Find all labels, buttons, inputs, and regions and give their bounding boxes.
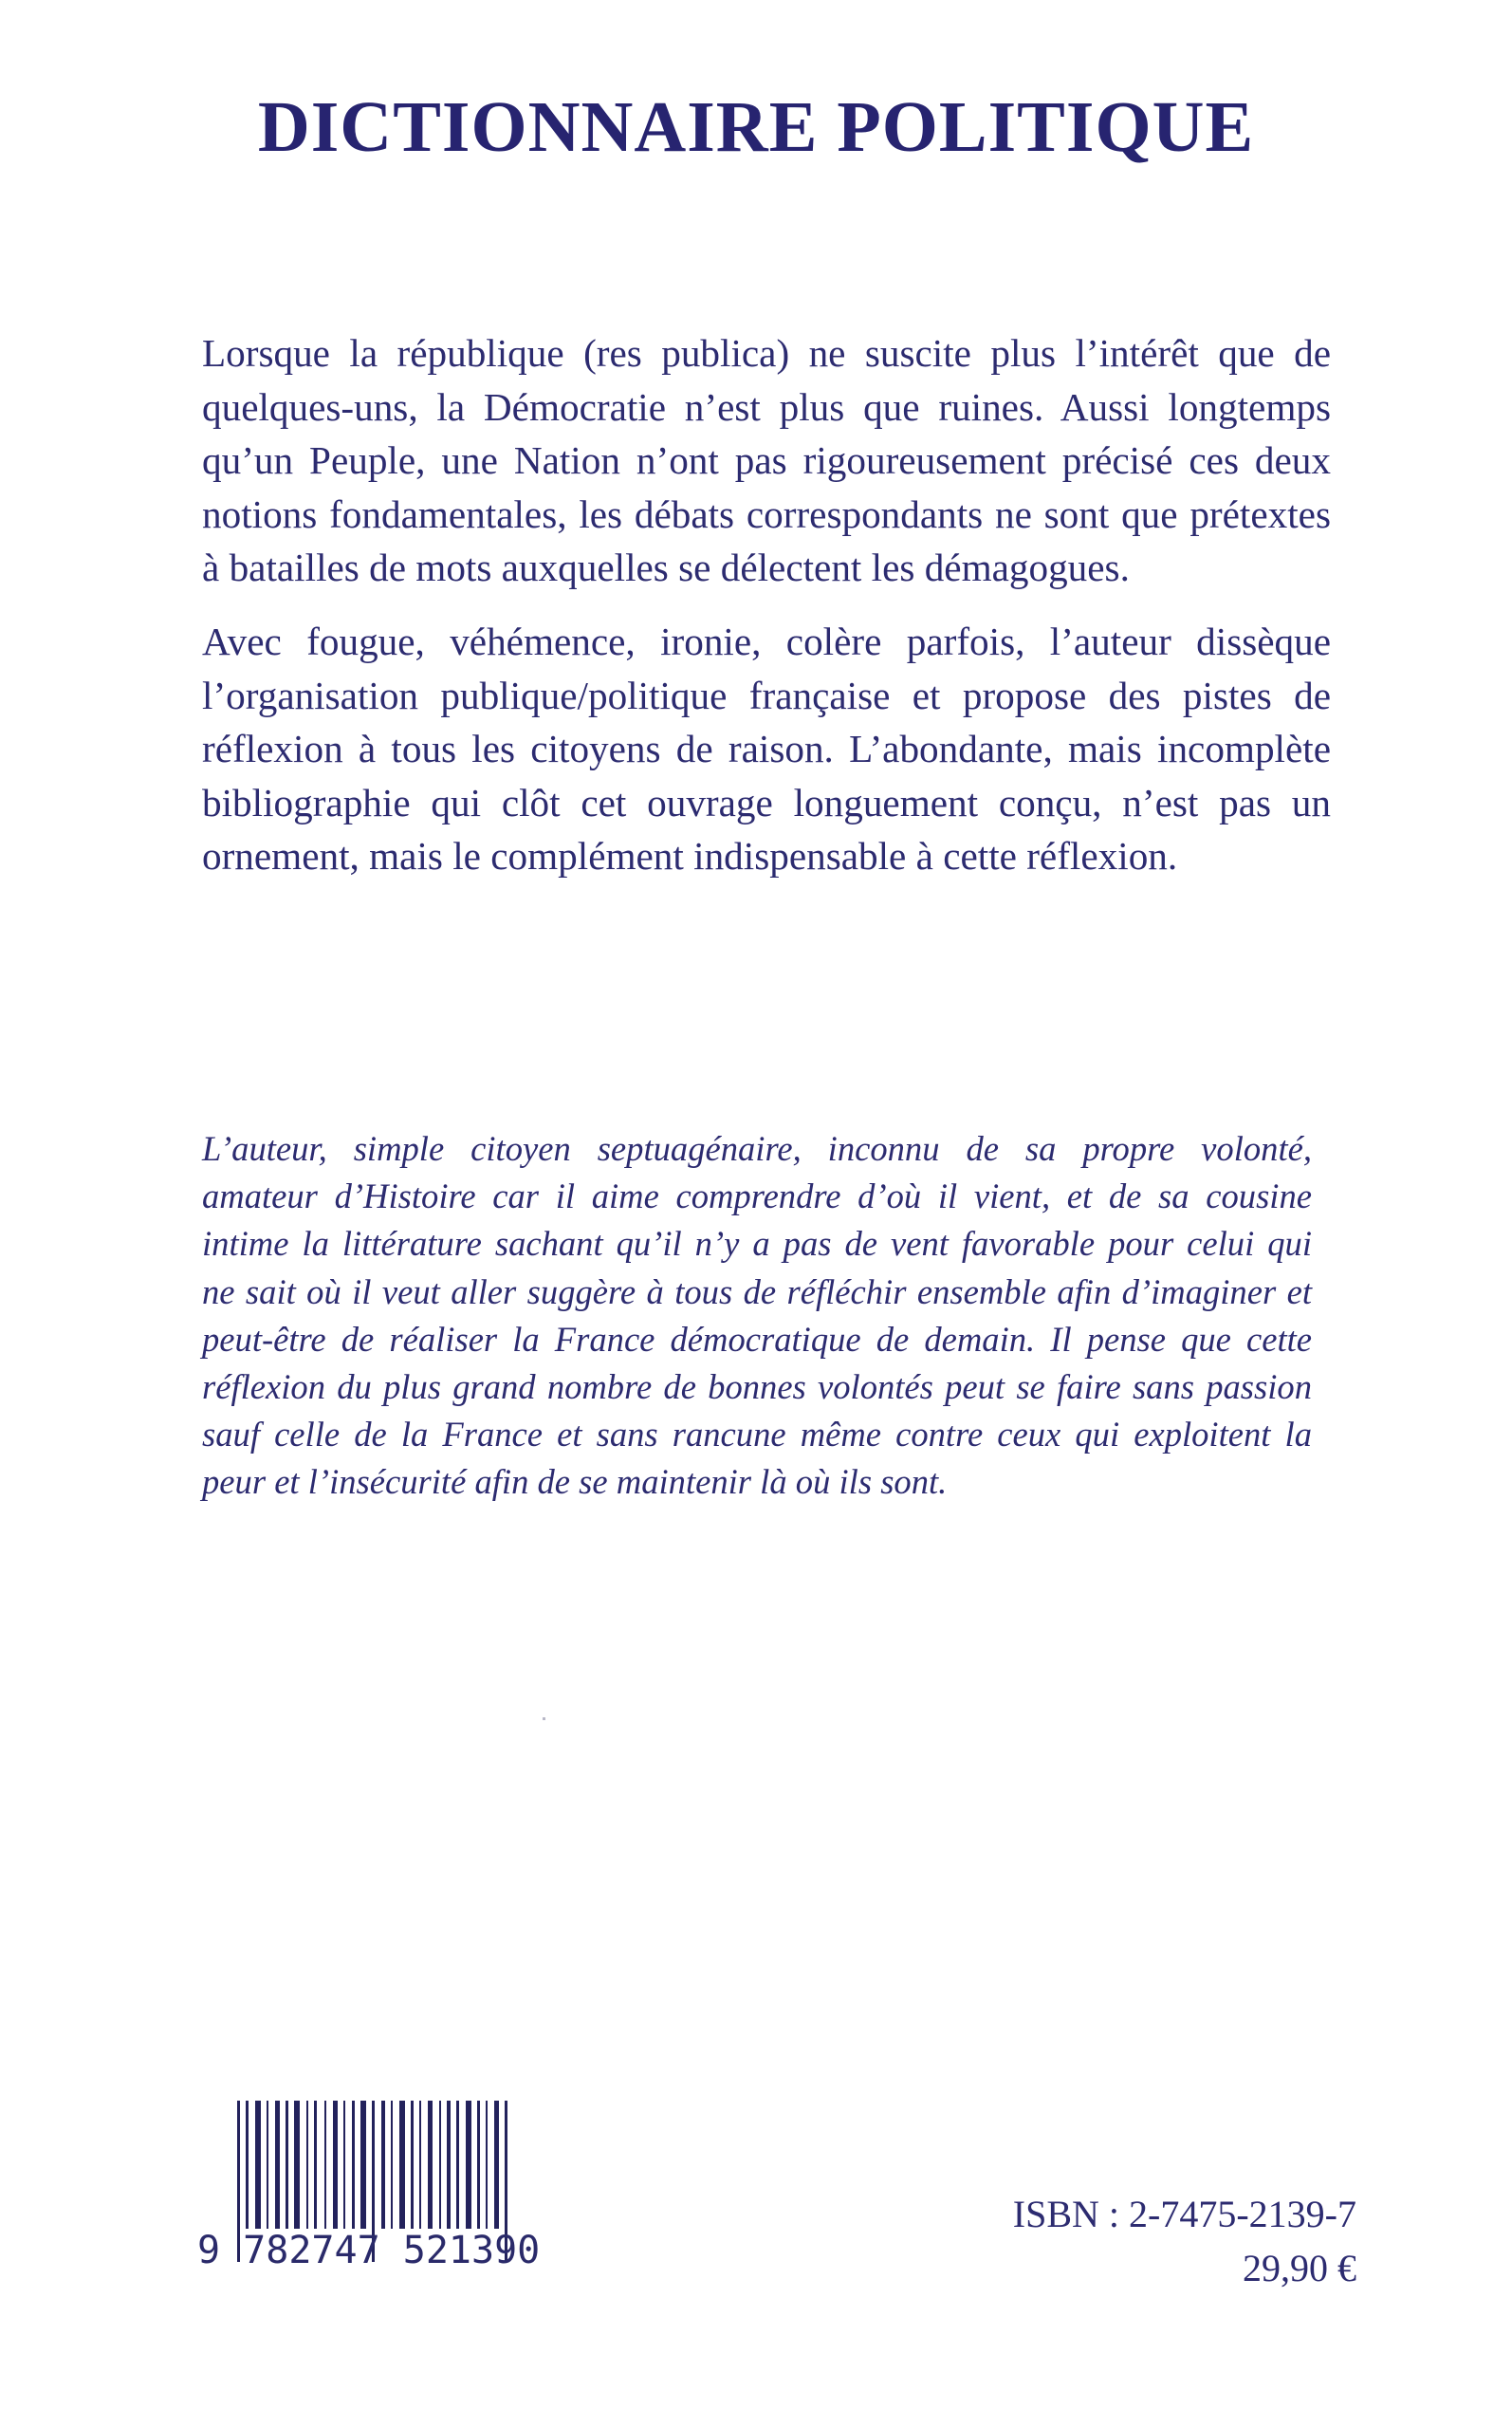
barcode-bar — [391, 2101, 393, 2229]
barcode-bar — [466, 2101, 471, 2229]
text-line: ornement, mais le complément indispensable à cette réflexion. — [202, 834, 1178, 878]
barcode-bar — [360, 2101, 366, 2229]
barcode-digits: 9 782747 521390 — [197, 2229, 541, 2272]
barcode-bar — [456, 2101, 459, 2229]
barcode-bar — [477, 2101, 480, 2229]
barcode — [197, 2101, 577, 2300]
blurb-paragraph-1 — [202, 326, 1331, 595]
text-line: notions fondamentales, les débats correspondants ne sont que prétextes — [202, 491, 1331, 536]
barcode-bar — [267, 2101, 268, 2229]
text-line: Lorsque la république (res publica) ne suscite plus l’intérêt que de — [202, 331, 1331, 375]
barcode-bar — [246, 2101, 249, 2229]
barcode-bar — [324, 2101, 326, 2229]
barcode-bar — [343, 2101, 345, 2229]
text-line: peut-être de réaliser la France démocratique de demain. Il pense que cette — [202, 1319, 1312, 1359]
text-line: sauf celle de la France et sans rancune même contre ceux qui exploitent la — [202, 1415, 1312, 1455]
text-line: quelques-uns, la Démocratie n’est plus que ruines. Aussi longtemps — [202, 384, 1331, 429]
barcode-bar — [411, 2101, 414, 2229]
blurb-paragraph-2 — [202, 615, 1331, 883]
barcode-bar — [486, 2101, 488, 2229]
text-line: amateur d’Histoire car il aime comprendre d’où il vient, et de sa cousine — [202, 1177, 1312, 1216]
text-line: Avec fougue, véhémence, ironie, colère parfois, l’auteur dissèque — [202, 620, 1331, 663]
barcode-bar — [447, 2101, 451, 2229]
text-line: bibliographie qui clôt cet ouvrage longuement conçu, n’est pas un — [202, 780, 1331, 825]
text-line: réflexion du plus grand nombre de bonnes volontés peut se faire sans passion — [202, 1367, 1312, 1407]
barcode-bar — [314, 2101, 317, 2229]
text-line: l’organisation publique/politique française et propose des pistes de — [202, 673, 1331, 717]
barcode-bar — [294, 2101, 300, 2229]
barcode-bar — [275, 2101, 280, 2229]
text-line: L’auteur, simple citoyen septuagénaire, inconnu de sa propre volonté, — [202, 1129, 1312, 1168]
barcode-bar — [255, 2101, 261, 2229]
text-line: ne sait où il veut aller suggère à tous de réfléchir ensemble afin d’imaginer et — [202, 1271, 1312, 1311]
text-line: à batailles de mots auxquelles se délectent les démagogues. — [202, 546, 1130, 589]
text-line: réflexion à tous les citoyens de raison. L’abondante, mais incomplète — [202, 727, 1331, 770]
barcode-bar — [439, 2101, 441, 2229]
barcode-bar — [286, 2101, 288, 2229]
barcode-bar — [381, 2101, 385, 2229]
barcode-bar — [419, 2101, 421, 2229]
barcode-bar — [352, 2101, 355, 2229]
author-note — [202, 1125, 1312, 1507]
barcode-bar — [306, 2101, 308, 2229]
barcode-bar — [494, 2101, 499, 2229]
text-line: qu’un Peuple, une Nation n’ont pas rigoureusement précisé ces deux — [202, 438, 1331, 482]
print-speck — [543, 1717, 545, 1720]
text-line: intime la littérature sachant qu’il n’y a pas de vent favorable pour celui qui — [202, 1224, 1312, 1264]
price: 29,90 € — [1243, 2247, 1356, 2289]
barcode-bar — [333, 2101, 338, 2229]
barcode-bar — [399, 2101, 405, 2229]
text-line: peur et l’insécurité afin de se maintenir là où ils sont. — [202, 1462, 948, 1502]
barcode-bar — [428, 2101, 433, 2229]
isbn: ISBN : 2-7475-2139-7 — [1012, 2193, 1356, 2235]
book-title: DICTIONNAIRE POLITIQUE — [257, 87, 1255, 167]
